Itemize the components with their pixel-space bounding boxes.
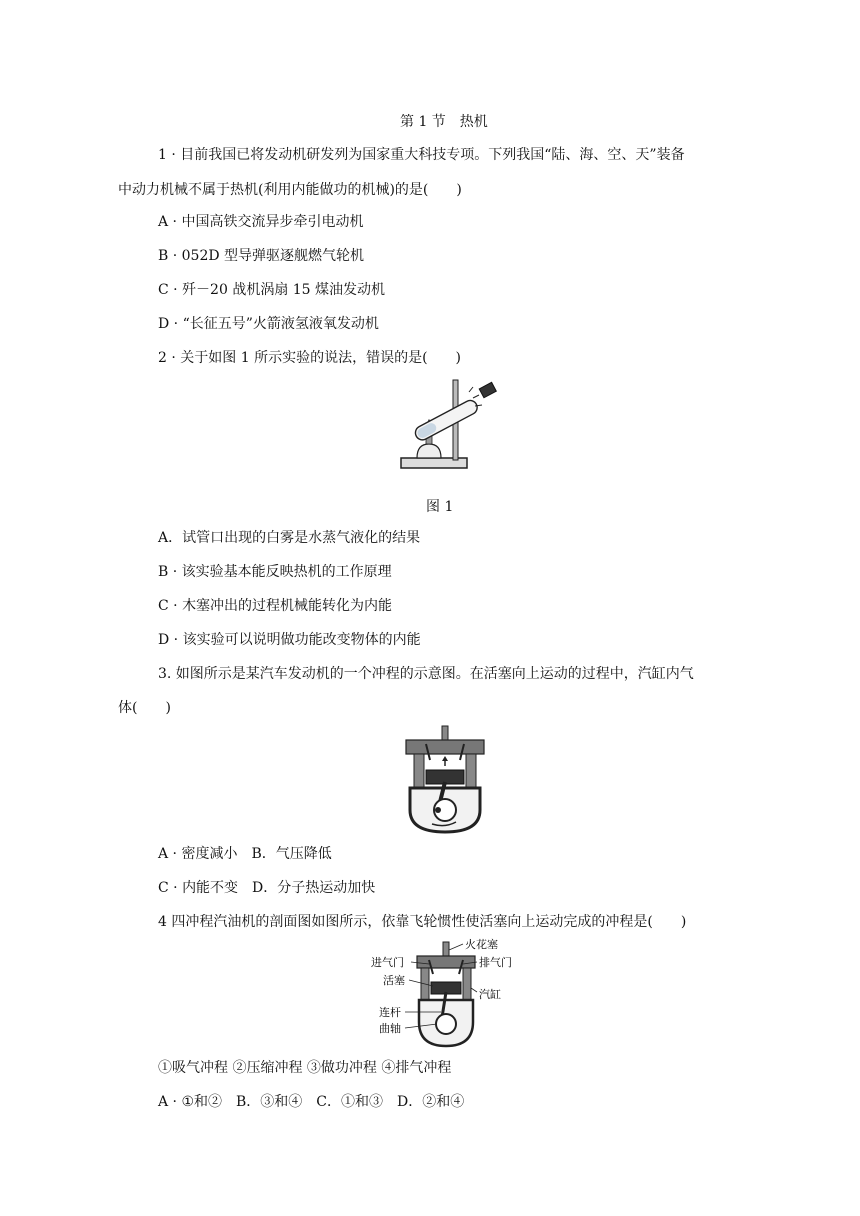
q2-option-a: A．试管口出现的白雾是水蒸气液化的结果	[158, 530, 421, 546]
label-spark-plug: 火花塞	[465, 938, 498, 951]
four-stroke-engine-figure	[365, 936, 525, 1052]
q2-option-c: C · 木塞冲出的过程机械能转化为内能	[158, 598, 393, 614]
engine-stroke-figure	[400, 724, 490, 836]
q2-option-b: B · 该实验基本能反映热机的工作原理	[158, 564, 392, 580]
q4-options: A · ①和② B．③和④ C．①和③ D．②和④	[158, 1094, 465, 1110]
q4-stem: 4 四冲程汽油机的剖面图如图所示，依靠飞轮惯性使活塞向上运动完成的冲程是( )	[158, 914, 687, 930]
label-piston: 活塞	[383, 974, 405, 987]
q2-stem: 2 · 关于如图 1 所示实验的说法，错误的是( )	[158, 350, 461, 366]
label-crankshaft: 曲轴	[379, 1022, 401, 1035]
q3-options-line1: A · 密度减小 B．气压降低	[158, 846, 332, 862]
q1-option-b: B · 052D 型导弹驱逐舰燃气轮机	[158, 248, 365, 264]
q1-option-d: D · “长征五号”火箭液氢液氧发动机	[158, 316, 379, 332]
q3-stem-line2: 体( )	[118, 700, 171, 716]
test-tube-figure	[395, 376, 505, 480]
label-exhaust-valve: 排气门	[479, 956, 512, 969]
q1-stem-line2: 中动力机械不属于热机(利用内能做功的机械)的是( )	[118, 182, 462, 198]
label-cylinder: 汽缸	[479, 988, 501, 1001]
label-intake-valve: 进气门	[371, 956, 404, 969]
q2-option-d: D · 该实验可以说明做功能改变物体的内能	[158, 632, 421, 648]
q1-option-a: A · 中国高铁交流异步牵引电动机	[158, 214, 364, 230]
page-title: 第 1 节 热机	[400, 114, 488, 130]
q2-figure-caption: 图 1	[426, 499, 454, 515]
q1-stem-line1: 1 · 目前我国已将发动机研发列为国家重大科技专项。下列我国“陆、海、空、天”装备	[158, 147, 685, 163]
q1-option-c: C · 歼－20 战机涡扇 15 煤油发动机	[158, 282, 386, 298]
label-connecting-rod: 连杆	[379, 1006, 401, 1019]
q3-options-line2: C · 内能不变 D．分子热运动加快	[158, 880, 376, 896]
q3-stem-line1: 3. 如图所示是某汽车发动机的一个冲程的示意图。在活塞向上运动的过程中，汽缸内气	[158, 666, 694, 682]
q4-strokes: ①吸气冲程 ②压缩冲程 ③做功冲程 ④排气冲程	[158, 1060, 452, 1076]
